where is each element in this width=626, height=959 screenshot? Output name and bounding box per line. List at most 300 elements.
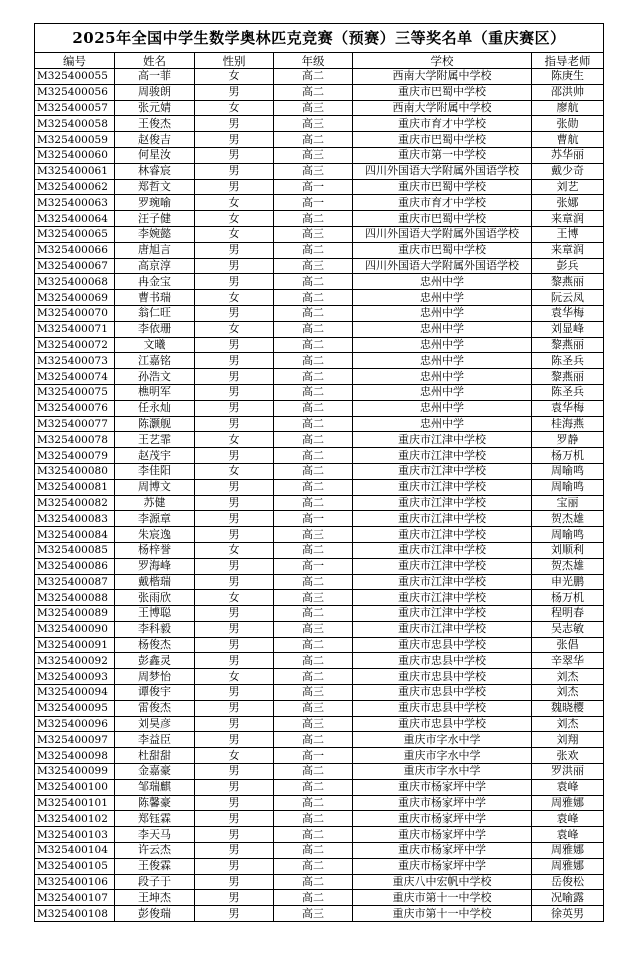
cell-grade: 高二	[274, 84, 353, 100]
cell-id: M325400074	[35, 369, 115, 385]
cell-gender: 男	[195, 795, 274, 811]
cell-grade: 高二	[274, 274, 353, 290]
cell-grade: 高三	[274, 226, 353, 242]
cell-id: M325400068	[35, 274, 115, 290]
cell-name: 陈馨豪	[115, 795, 195, 811]
cell-gender: 男	[195, 811, 274, 827]
table-row	[35, 448, 604, 464]
table-row	[35, 574, 604, 590]
cell-gender: 男	[195, 637, 274, 653]
cell-id: M325400101	[35, 795, 115, 811]
cell-name: 苏健	[115, 495, 195, 511]
cell-teacher: 刘艺	[532, 179, 604, 195]
cell-teacher: 袁峰	[532, 779, 604, 795]
cell-school: 忠州中学	[353, 353, 532, 369]
cell-gender: 男	[195, 906, 274, 922]
cell-grade: 高二	[274, 321, 353, 337]
cell-name: 孙浩文	[115, 369, 195, 385]
cell-school: 西南大学附属中学校	[353, 100, 532, 116]
cell-school: 忠州中学	[353, 416, 532, 432]
cell-id: M325400084	[35, 527, 115, 543]
cell-gender: 女	[195, 542, 274, 558]
table-row	[35, 400, 604, 416]
cell-id: M325400069	[35, 290, 115, 306]
header-grade: 年级	[274, 53, 353, 69]
cell-grade: 高二	[274, 542, 353, 558]
cell-school: 重庆市巴蜀中学校	[353, 84, 532, 100]
title-row	[35, 24, 604, 53]
cell-teacher: 周喻鸣	[532, 463, 604, 479]
cell-gender: 男	[195, 479, 274, 495]
header-teacher: 指导老师	[532, 53, 604, 69]
cell-gender: 男	[195, 621, 274, 637]
cell-school: 重庆市第十一中学校	[353, 890, 532, 906]
cell-grade: 高三	[274, 700, 353, 716]
cell-name: 王俊霖	[115, 858, 195, 874]
cell-gender: 男	[195, 132, 274, 148]
cell-school: 忠州中学	[353, 290, 532, 306]
cell-school: 重庆市第一中学校	[353, 147, 532, 163]
cell-name: 周骏朗	[115, 84, 195, 100]
cell-teacher: 阮云凤	[532, 290, 604, 306]
award-list-table	[34, 23, 604, 922]
cell-teacher: 陈庚生	[532, 69, 604, 85]
table-row	[35, 590, 604, 606]
cell-school: 重庆市忠县中学校	[353, 716, 532, 732]
table-row	[35, 163, 604, 179]
cell-gender: 男	[195, 716, 274, 732]
cell-name: 杨梓誉	[115, 542, 195, 558]
cell-teacher: 张娜	[532, 195, 604, 211]
cell-name: 李婉懿	[115, 226, 195, 242]
cell-name: 许云杰	[115, 843, 195, 859]
table-row	[35, 542, 604, 558]
cell-id: M325400059	[35, 132, 115, 148]
cell-school: 重庆市江津中学校	[353, 590, 532, 606]
cell-teacher: 苏华丽	[532, 147, 604, 163]
cell-name: 王博聪	[115, 606, 195, 622]
cell-id: M325400062	[35, 179, 115, 195]
cell-name: 李天马	[115, 827, 195, 843]
cell-grade: 高三	[274, 621, 353, 637]
cell-name: 陈灏舰	[115, 416, 195, 432]
table-row	[35, 858, 604, 874]
cell-gender: 男	[195, 416, 274, 432]
cell-name: 郑哲文	[115, 179, 195, 195]
cell-gender: 女	[195, 226, 274, 242]
cell-teacher: 贺杰雄	[532, 558, 604, 574]
cell-grade: 高三	[274, 163, 353, 179]
cell-name: 罗琬喻	[115, 195, 195, 211]
table-row	[35, 495, 604, 511]
cell-teacher: 袁华梅	[532, 305, 604, 321]
cell-gender: 男	[195, 448, 274, 464]
cell-grade: 高二	[274, 653, 353, 669]
table-row	[35, 558, 604, 574]
cell-grade: 高二	[274, 606, 353, 622]
cell-grade: 高三	[274, 147, 353, 163]
table-row	[35, 621, 604, 637]
cell-id: M325400071	[35, 321, 115, 337]
cell-name: 李源章	[115, 511, 195, 527]
table-row	[35, 764, 604, 780]
cell-name: 金嘉豪	[115, 764, 195, 780]
table-row	[35, 732, 604, 748]
cell-id: M325400097	[35, 732, 115, 748]
cell-grade: 高二	[274, 290, 353, 306]
header-id: 编号	[35, 53, 115, 69]
cell-id: M325400063	[35, 195, 115, 211]
cell-school: 重庆市江津中学校	[353, 479, 532, 495]
cell-school: 重庆市江津中学校	[353, 621, 532, 637]
table-row	[35, 827, 604, 843]
cell-gender: 男	[195, 858, 274, 874]
cell-gender: 男	[195, 606, 274, 622]
cell-grade: 高二	[274, 242, 353, 258]
cell-grade: 高二	[274, 305, 353, 321]
cell-school: 重庆市江津中学校	[353, 495, 532, 511]
cell-grade: 高一	[274, 511, 353, 527]
cell-id: M325400075	[35, 384, 115, 400]
cell-gender: 女	[195, 463, 274, 479]
cell-name: 王坤杰	[115, 890, 195, 906]
cell-teacher: 周喻鸣	[532, 527, 604, 543]
cell-teacher: 贺杰雄	[532, 511, 604, 527]
cell-id: M325400078	[35, 432, 115, 448]
cell-teacher: 袁峰	[532, 827, 604, 843]
cell-name: 王俊杰	[115, 116, 195, 132]
cell-school: 忠州中学	[353, 274, 532, 290]
cell-gender: 女	[195, 590, 274, 606]
table-row	[35, 211, 604, 227]
cell-teacher: 程明春	[532, 606, 604, 622]
cell-grade: 高二	[274, 574, 353, 590]
cell-gender: 女	[195, 432, 274, 448]
cell-school: 重庆市江津中学校	[353, 511, 532, 527]
cell-school: 忠州中学	[353, 369, 532, 385]
cell-gender: 女	[195, 290, 274, 306]
table-row	[35, 685, 604, 701]
cell-id: M325400105	[35, 858, 115, 874]
cell-name: 汪子健	[115, 211, 195, 227]
cell-grade: 高二	[274, 384, 353, 400]
cell-grade: 高一	[274, 179, 353, 195]
cell-grade: 高二	[274, 495, 353, 511]
cell-name: 樵明军	[115, 384, 195, 400]
cell-school: 忠州中学	[353, 337, 532, 353]
table-row	[35, 637, 604, 653]
table-row	[35, 384, 604, 400]
cell-name: 刘昊彦	[115, 716, 195, 732]
cell-name: 江嘉铭	[115, 353, 195, 369]
cell-gender: 男	[195, 779, 274, 795]
cell-gender: 男	[195, 305, 274, 321]
cell-id: M325400066	[35, 242, 115, 258]
cell-id: M325400055	[35, 69, 115, 85]
cell-school: 重庆市字水中学	[353, 732, 532, 748]
cell-gender: 女	[195, 321, 274, 337]
cell-name: 罗海峰	[115, 558, 195, 574]
cell-id: M325400076	[35, 400, 115, 416]
cell-grade: 高二	[274, 69, 353, 85]
header-gender: 性别	[195, 53, 274, 69]
cell-grade: 高二	[274, 463, 353, 479]
cell-grade: 高二	[274, 479, 353, 495]
cell-grade: 高三	[274, 100, 353, 116]
cell-grade: 高三	[274, 906, 353, 922]
cell-gender: 男	[195, 574, 274, 590]
cell-gender: 男	[195, 369, 274, 385]
cell-school: 忠州中学	[353, 384, 532, 400]
cell-name: 段子于	[115, 874, 195, 890]
table-row	[35, 258, 604, 274]
cell-grade: 高二	[274, 732, 353, 748]
document-title: 2025年全国中学生数学奥林匹克竞赛（预赛）三等奖名单（重庆赛区）	[35, 24, 604, 53]
table-row	[35, 906, 604, 922]
cell-name: 周梦怡	[115, 669, 195, 685]
cell-gender: 男	[195, 353, 274, 369]
cell-id: M325400083	[35, 511, 115, 527]
cell-name: 曹书瑞	[115, 290, 195, 306]
cell-grade: 高二	[274, 874, 353, 890]
cell-teacher: 周雅娜	[532, 858, 604, 874]
cell-grade: 高二	[274, 400, 353, 416]
cell-grade: 高二	[274, 858, 353, 874]
cell-grade: 高三	[274, 527, 353, 543]
table-row	[35, 779, 604, 795]
cell-teacher: 黎燕丽	[532, 337, 604, 353]
cell-school: 重庆市忠县中学校	[353, 669, 532, 685]
cell-gender: 男	[195, 495, 274, 511]
cell-school: 重庆市第十一中学校	[353, 906, 532, 922]
table-row	[35, 84, 604, 100]
cell-school: 重庆市杨家坪中学	[353, 795, 532, 811]
cell-gender: 女	[195, 211, 274, 227]
table-row	[35, 195, 604, 211]
table-row	[35, 432, 604, 448]
cell-teacher: 戴少奇	[532, 163, 604, 179]
cell-school: 重庆市江津中学校	[353, 527, 532, 543]
cell-teacher: 来章润	[532, 211, 604, 227]
cell-school: 重庆市忠县中学校	[353, 653, 532, 669]
cell-grade: 高三	[274, 590, 353, 606]
cell-grade: 高二	[274, 211, 353, 227]
cell-school: 重庆市字水中学	[353, 764, 532, 780]
cell-grade: 高三	[274, 258, 353, 274]
cell-name: 戴楷瑞	[115, 574, 195, 590]
cell-id: M325400072	[35, 337, 115, 353]
cell-gender: 男	[195, 84, 274, 100]
cell-id: M325400060	[35, 147, 115, 163]
cell-gender: 男	[195, 700, 274, 716]
cell-school: 重庆市杨家坪中学	[353, 858, 532, 874]
cell-teacher: 况喻露	[532, 890, 604, 906]
cell-teacher: 徐英男	[532, 906, 604, 922]
cell-grade: 高一	[274, 195, 353, 211]
cell-grade: 高二	[274, 432, 353, 448]
cell-id: M325400073	[35, 353, 115, 369]
cell-teacher: 张欢	[532, 748, 604, 764]
cell-grade: 高三	[274, 116, 353, 132]
table-row	[35, 890, 604, 906]
cell-gender: 女	[195, 100, 274, 116]
cell-id: M325400108	[35, 906, 115, 922]
cell-id: M325400103	[35, 827, 115, 843]
cell-school: 四川外国语大学附属外国语学校	[353, 226, 532, 242]
table-row	[35, 147, 604, 163]
cell-school: 重庆市杨家坪中学	[353, 779, 532, 795]
cell-school: 重庆市江津中学校	[353, 542, 532, 558]
cell-name: 文曦	[115, 337, 195, 353]
cell-teacher: 张勋	[532, 116, 604, 132]
cell-name: 郑钰霖	[115, 811, 195, 827]
cell-grade: 高二	[274, 637, 353, 653]
cell-id: M325400107	[35, 890, 115, 906]
cell-id: M325400099	[35, 764, 115, 780]
cell-school: 忠州中学	[353, 400, 532, 416]
cell-school: 重庆市忠县中学校	[353, 637, 532, 653]
cell-gender: 男	[195, 400, 274, 416]
cell-gender: 男	[195, 147, 274, 163]
table-row	[35, 242, 604, 258]
cell-id: M325400058	[35, 116, 115, 132]
cell-gender: 女	[195, 669, 274, 685]
cell-gender: 男	[195, 558, 274, 574]
table-row	[35, 290, 604, 306]
cell-gender: 男	[195, 179, 274, 195]
cell-name: 雷俊杰	[115, 700, 195, 716]
cell-school: 重庆市忠县中学校	[353, 685, 532, 701]
cell-school: 重庆市杨家坪中学	[353, 843, 532, 859]
table-row	[35, 874, 604, 890]
cell-grade: 高二	[274, 132, 353, 148]
cell-id: M325400064	[35, 211, 115, 227]
cell-name: 彭鑫灵	[115, 653, 195, 669]
cell-gender: 男	[195, 163, 274, 179]
cell-name: 李益臣	[115, 732, 195, 748]
cell-gender: 男	[195, 732, 274, 748]
cell-id: M325400087	[35, 574, 115, 590]
cell-gender: 男	[195, 764, 274, 780]
cell-name: 邹瑞麒	[115, 779, 195, 795]
cell-name: 唐旭言	[115, 242, 195, 258]
cell-teacher: 罗洪丽	[532, 764, 604, 780]
cell-grade: 高二	[274, 827, 353, 843]
cell-teacher: 张倡	[532, 637, 604, 653]
cell-school: 重庆市江津中学校	[353, 574, 532, 590]
cell-name: 李依珊	[115, 321, 195, 337]
cell-id: M325400070	[35, 305, 115, 321]
cell-id: M325400086	[35, 558, 115, 574]
cell-school: 重庆市江津中学校	[353, 558, 532, 574]
cell-gender: 男	[195, 116, 274, 132]
cell-name: 高京淳	[115, 258, 195, 274]
cell-teacher: 桂海燕	[532, 416, 604, 432]
cell-gender: 男	[195, 527, 274, 543]
cell-teacher: 邵洪帅	[532, 84, 604, 100]
cell-gender: 男	[195, 242, 274, 258]
cell-teacher: 杨万机	[532, 590, 604, 606]
cell-id: M325400079	[35, 448, 115, 464]
table-row	[35, 795, 604, 811]
cell-name: 李科毅	[115, 621, 195, 637]
cell-grade: 高二	[274, 811, 353, 827]
table-row	[35, 116, 604, 132]
cell-id: M325400089	[35, 606, 115, 622]
cell-teacher: 刘翔	[532, 732, 604, 748]
cell-teacher: 罗静	[532, 432, 604, 448]
cell-teacher: 刘显峰	[532, 321, 604, 337]
table-row	[35, 669, 604, 685]
cell-school: 重庆市杨家坪中学	[353, 811, 532, 827]
cell-grade: 高二	[274, 369, 353, 385]
cell-grade: 高二	[274, 764, 353, 780]
cell-id: M325400080	[35, 463, 115, 479]
cell-school: 四川外国语大学附属外国语学校	[353, 163, 532, 179]
cell-school: 西南大学附属中学校	[353, 69, 532, 85]
cell-gender: 男	[195, 511, 274, 527]
cell-grade: 高二	[274, 353, 353, 369]
cell-teacher: 杨万机	[532, 448, 604, 464]
cell-grade: 高二	[274, 843, 353, 859]
cell-grade: 高二	[274, 795, 353, 811]
cell-school: 四川外国语大学附属外国语学校	[353, 258, 532, 274]
cell-teacher: 刘顺利	[532, 542, 604, 558]
cell-name: 高一菲	[115, 69, 195, 85]
table-body	[35, 69, 604, 922]
cell-name: 赵俊吉	[115, 132, 195, 148]
cell-id: M325400095	[35, 700, 115, 716]
header-row	[35, 53, 604, 69]
cell-grade: 高二	[274, 779, 353, 795]
cell-gender: 男	[195, 384, 274, 400]
cell-school: 重庆市育才中学校	[353, 116, 532, 132]
cell-name: 谭俊宇	[115, 685, 195, 701]
table-row	[35, 700, 604, 716]
cell-id: M325400092	[35, 653, 115, 669]
cell-name: 周博文	[115, 479, 195, 495]
cell-name: 赵茂宇	[115, 448, 195, 464]
cell-name: 杨俊杰	[115, 637, 195, 653]
cell-name: 任永灿	[115, 400, 195, 416]
table-row	[35, 179, 604, 195]
cell-school: 重庆市巴蜀中学校	[353, 132, 532, 148]
cell-name: 李佳阳	[115, 463, 195, 479]
cell-id: M325400057	[35, 100, 115, 116]
cell-grade: 高二	[274, 448, 353, 464]
cell-name: 林睿宸	[115, 163, 195, 179]
cell-id: M325400081	[35, 479, 115, 495]
cell-gender: 男	[195, 685, 274, 701]
cell-school: 忠州中学	[353, 305, 532, 321]
cell-grade: 高三	[274, 716, 353, 732]
cell-name: 杜甜甜	[115, 748, 195, 764]
cell-name: 朱宸逸	[115, 527, 195, 543]
cell-grade: 高二	[274, 337, 353, 353]
cell-gender: 男	[195, 874, 274, 890]
cell-name: 王艺霏	[115, 432, 195, 448]
cell-gender: 男	[195, 890, 274, 906]
cell-teacher: 魏晓樱	[532, 700, 604, 716]
cell-grade: 高二	[274, 416, 353, 432]
cell-gender: 女	[195, 69, 274, 85]
cell-teacher: 陈圣兵	[532, 384, 604, 400]
cell-id: M325400106	[35, 874, 115, 890]
cell-id: M325400085	[35, 542, 115, 558]
table-row	[35, 479, 604, 495]
cell-teacher: 宝丽	[532, 495, 604, 511]
table-row	[35, 416, 604, 432]
